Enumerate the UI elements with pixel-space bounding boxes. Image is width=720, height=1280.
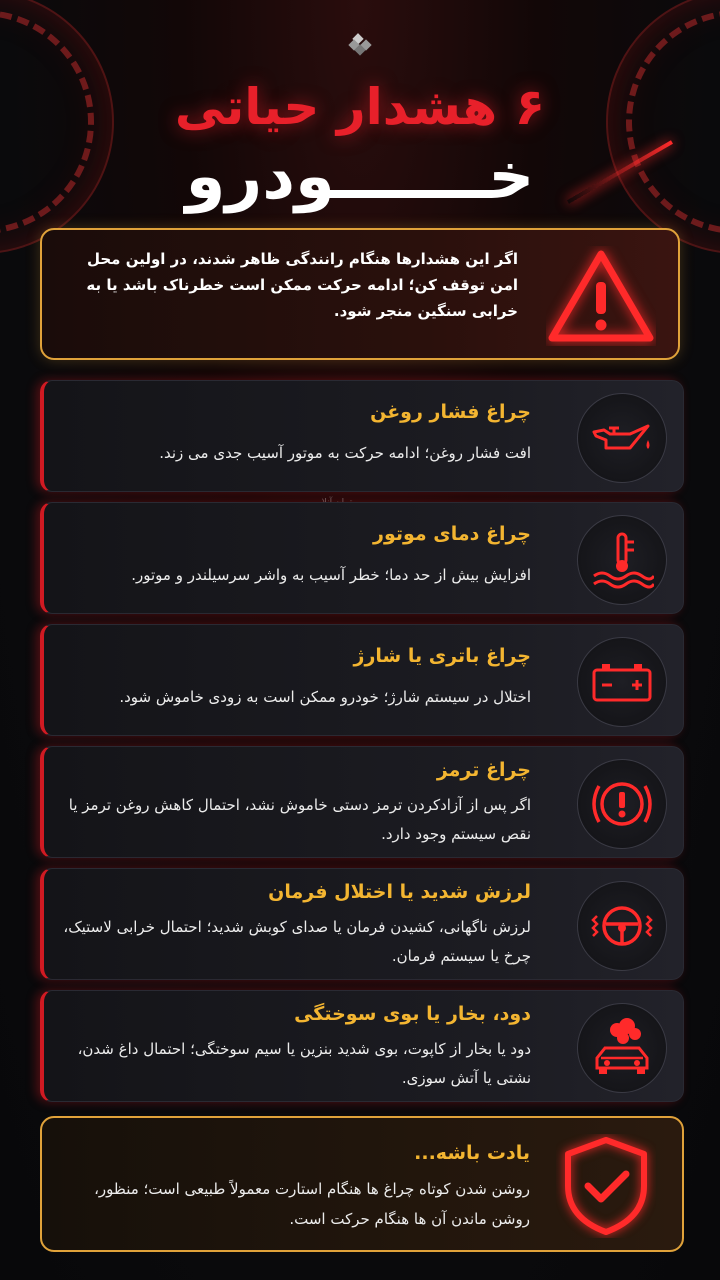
reminder-title: یادت باشه...	[414, 1142, 530, 1164]
card-title: دود، بخار یا بوی سوختگی	[294, 1003, 531, 1025]
coolant-temperature-icon	[590, 530, 654, 590]
card-desc: اختلال در سیستم شارژ؛ خودرو ممکن است به زودی خاموش شود.	[119, 688, 531, 706]
card-desc: افزایش بیش از حد دما؛ خطر آسیب به واشر سرسیلندر و موتور.	[131, 566, 531, 584]
warning-text: اگر این هشدارها هنگام رانندگی ظاهر شدند، در اولین محل امن توقف کن؛ ادامه حرکت ممکن است خطرناک باشد یا به خرابی سنگین منجر شود.	[86, 250, 518, 320]
brake-warning-icon	[587, 774, 657, 834]
steering-wheel-icon	[587, 896, 657, 956]
car-smoke-icon	[587, 1016, 657, 1080]
reminder-box	[40, 1116, 684, 1252]
card-smoke	[40, 990, 684, 1102]
warning-triangle-icon	[546, 246, 656, 346]
card-title: چراغ باتری یا شارژ	[353, 645, 531, 667]
card-steering	[40, 868, 684, 980]
card-desc: افت فشار روغن؛ ادامه حرکت به موتور آسیب جدی می زند.	[159, 444, 531, 462]
card-engine-temperature	[40, 502, 684, 614]
card-brake	[40, 746, 684, 858]
card-title: لرزش شدید یا اختلال فرمان	[268, 881, 531, 903]
card-oil-pressure	[40, 380, 684, 492]
card-desc: اگر پس از آزادکردن ترمز دستی خاموش نشد، احتمال کاهش روغن ترمز یا نقص سیستم وجود دارد.	[68, 796, 531, 843]
logo-icon	[348, 32, 372, 56]
card-battery	[40, 624, 684, 736]
card-title: چراغ فشار روغن	[370, 401, 531, 423]
card-desc: لرزش ناگهانی، کشیدن فرمان یا صدای کوبش شدید؛ احتمال خرابی لاستیک، چرخ یا سیستم فرمان.	[63, 918, 531, 965]
card-title: چراغ دمای موتور	[373, 523, 531, 545]
oil-can-icon	[590, 418, 654, 458]
warning-box	[40, 228, 680, 360]
title-line2: خـــــــودرو	[185, 140, 535, 214]
card-title: چراغ ترمز	[436, 759, 531, 781]
shield-check-icon	[556, 1134, 656, 1238]
battery-icon	[590, 660, 654, 704]
title-line1: ۶ هشدار حیاتی	[174, 78, 546, 136]
reminder-desc: روشن شدن کوتاه چراغ ها هنگام استارت معمولاً طبیعی است؛ منظور، روشن ماندن آن ها هنگام حرکت است.	[94, 1180, 530, 1228]
card-desc: دود یا بخار از کاپوت، بوی شدید بنزین یا سیم سوختگی؛ احتمال داغ شدن، نشتی یا آتش سوزی.	[77, 1040, 531, 1087]
